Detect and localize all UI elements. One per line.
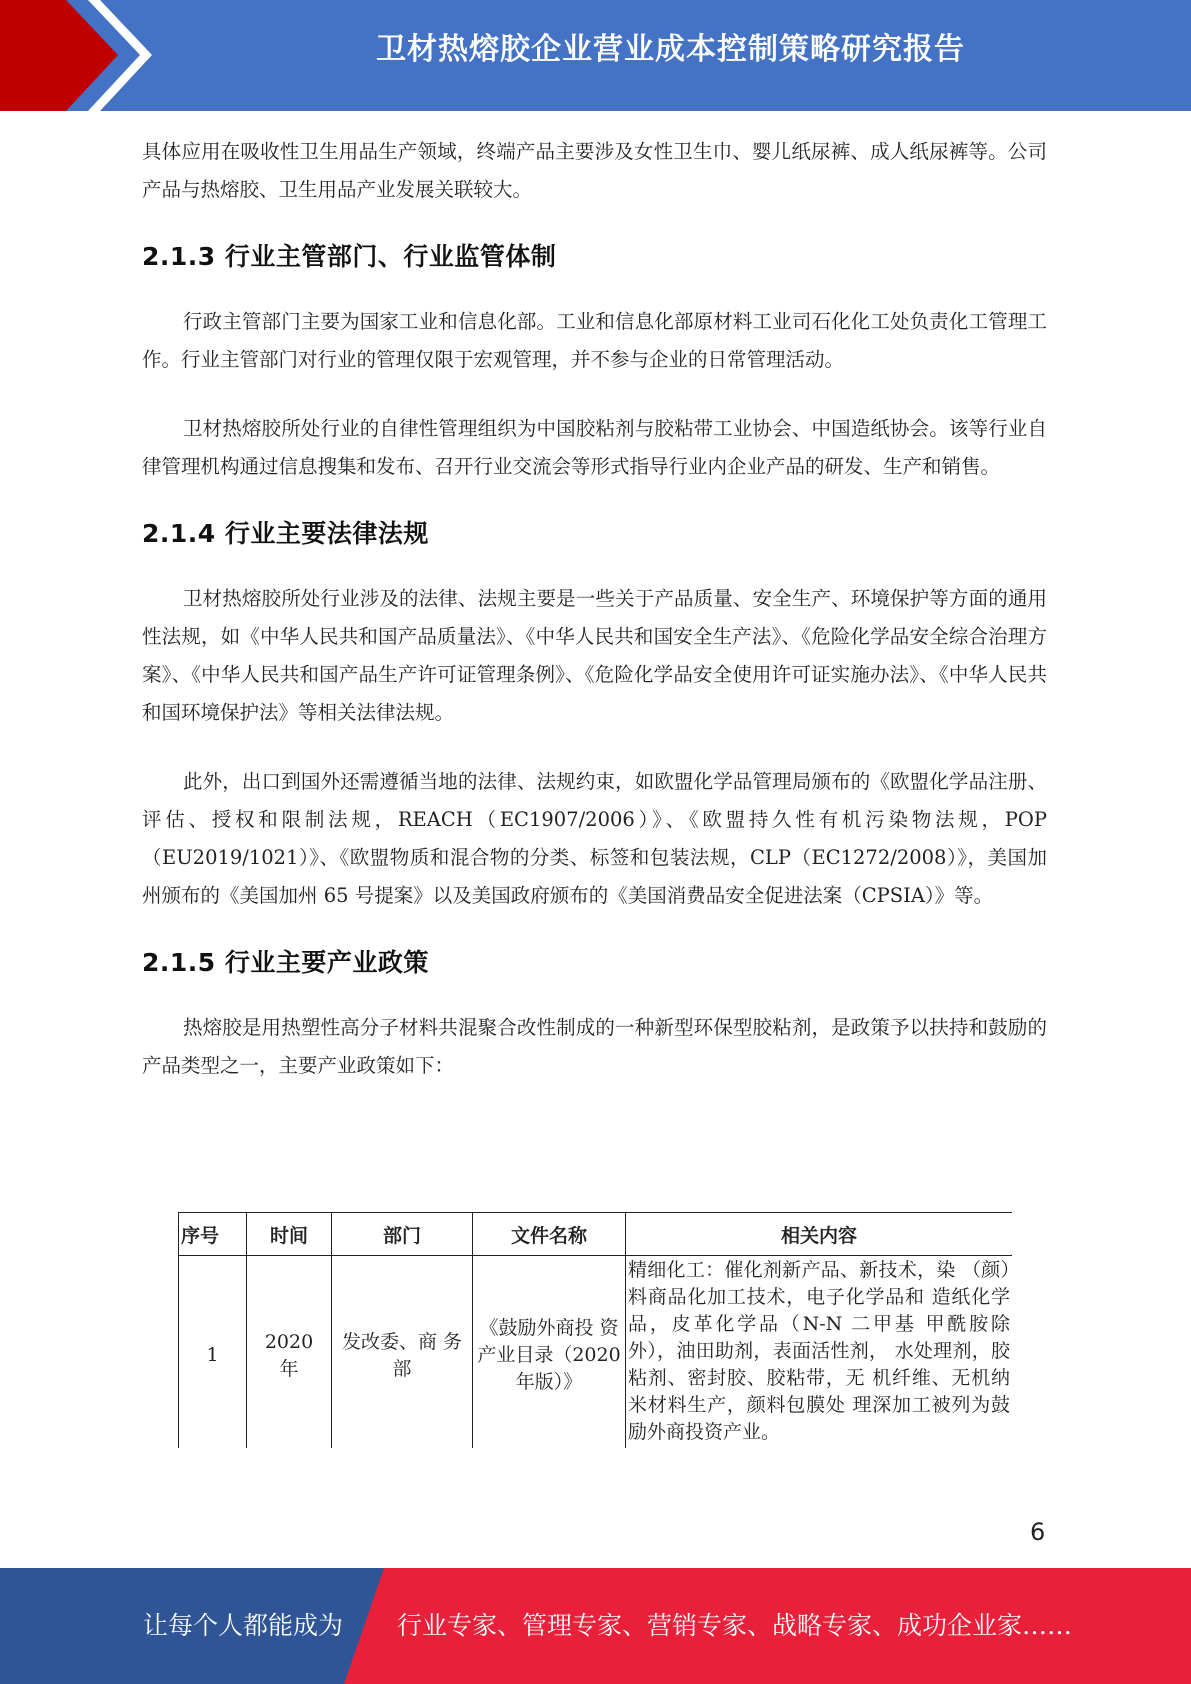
document-body xyxy=(142,133,1047,1085)
table-header-cell: 部门 xyxy=(332,1213,473,1256)
table-header-row xyxy=(179,1213,1013,1256)
page-number: 6 xyxy=(1030,1518,1046,1546)
row-time-cell: 2020年 xyxy=(247,1256,332,1449)
table-header-cell: 相关内容 xyxy=(626,1213,1013,1256)
sec213-paragraph-1: 行政主管部门主要为国家工业和信息化部。工业和信息化部原材料工业司石化化工处负责化工管理工作。行业主管部门对行业的管理仅限于宏观管理，并不参与企业的日常管理活动。 xyxy=(142,310,1047,371)
intro-paragraph: 具体应用在吸收性卫生用品生产领域，终端产品主要涉及女性卫生巾、婴儿纸尿裤、成人纸尿裤等。公司产品与热熔胶、卫生用品产业发展关联较大。 xyxy=(142,140,1047,201)
footer-slogan-right: 行业专家、管理专家、营销专家、战略专家、成功企业家…… xyxy=(397,1611,1073,1640)
table-row xyxy=(179,1256,1013,1449)
policy-table xyxy=(178,1212,1012,1448)
sec214-paragraph-2: 此外，出口到国外还需遵循当地的法律、法规约束，如欧盟化学品管理局颁布的《欧盟化学品注册、评估、授权和限制法规，REACH（EC1907/2006）》、《欧盟持久性有机污染物法规，POP（EU2019/1021）》、《欧盟物质和混合物的分类、标签和包装法规，CLP（EC1272/2008）》，美国加州颁布的《美国加州 65 号提案》以及美国政府颁布的《美国消费品安全促进法案（CPSIA）》等。 xyxy=(142,770,1047,907)
table-header-cell: 序号 xyxy=(179,1213,247,1256)
document-title: 卫材热熔胶企业营业成本控制策略研究报告 xyxy=(376,32,965,67)
page-header xyxy=(0,0,1191,111)
row-number-cell: 1 xyxy=(179,1256,247,1449)
sec215-paragraph-1: 热熔胶是用热塑性高分子材料共混聚合改性制成的一种新型环保型胶粘剂，是政策予以扶持和鼓励的产品类型之一，主要产业政策如下： xyxy=(142,1016,1047,1077)
section-heading-2-1-3: 2.1.3 行业主管部门、行业监管体制 xyxy=(142,242,557,271)
policy-table-container xyxy=(178,1212,1012,1448)
footer-slogan-left: 让每个人都能成为 xyxy=(143,1611,344,1640)
row-content-cell: 精细化工：催化剂新产品、新技术，染 （颜）料商品化加工技术，电子化学品和 造纸化学品，皮革化学品（N-N 二甲基 甲酰胺除外），油田助剂，表面活性剂， 水处理剂，胶粘剂、密封胶、胶粘带，无 机纤维、无机纳米材料生产，颜料包膜处 理深加工被列为鼓励外商投资产业。 xyxy=(626,1256,1013,1449)
section-heading-2-1-4: 2.1.4 行业主要法律法规 xyxy=(142,519,429,548)
page-footer xyxy=(0,1568,1191,1684)
sec214-paragraph-1: 卫材热熔胶所处行业涉及的法律、法规主要是一些关于产品质量、安全生产、环境保护等方面的通用性法规，如《中华人民共和国产品质量法》、《中华人民共和国安全生产法》、《危险化学品安全综合治理方案》、《中华人民共和国产品生产许可证管理条例》、《危险化学品安全使用许可证实施办法》、《中华人民共和国环境保护法》等相关法律法规。 xyxy=(142,587,1047,724)
row-dept-cell: 发改委、商 务部 xyxy=(332,1256,473,1449)
header-chevron-decoration xyxy=(0,0,160,111)
table-header-cell: 文件名称 xyxy=(473,1213,626,1256)
table-header-cell: 时间 xyxy=(247,1213,332,1256)
section-heading-2-1-5: 2.1.5 行业主要产业政策 xyxy=(142,948,429,977)
sec213-paragraph-2: 卫材热熔胶所处行业的自律性管理组织为中国胶粘剂与胶粘带工业协会、中国造纸协会。该等行业自律管理机构通过信息搜集和发布、召开行业交流会等形式指导行业内企业产品的研发、生产和销售。 xyxy=(142,417,1047,478)
row-document-cell: 《鼓励外商投 资产业目录（2020 年版）》 xyxy=(473,1256,626,1449)
